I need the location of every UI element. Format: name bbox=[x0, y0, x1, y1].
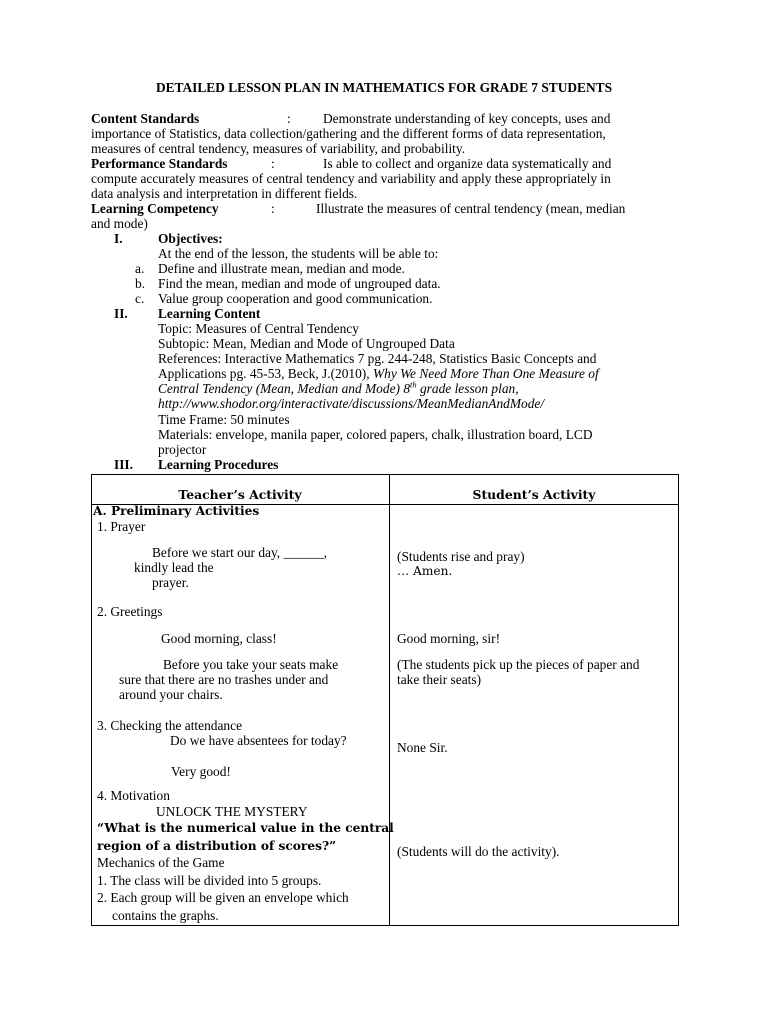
teacher-activity-header: Teacher’s Activity bbox=[178, 487, 302, 502]
prayer-teacher-line-2: kindly lead the bbox=[134, 560, 214, 575]
greetings-label: 2. Greetings bbox=[97, 604, 163, 619]
motivation-label: 4. Motivation bbox=[97, 788, 170, 803]
learning-content-topic: Topic: Measures of Central Tendency bbox=[158, 321, 359, 336]
content-standards-label: Content Standards bbox=[91, 111, 200, 126]
prayer-teacher-line-3: prayer. bbox=[152, 575, 189, 590]
time-frame: Time Frame: 50 minutes bbox=[158, 412, 290, 427]
objective-c-letter: c. bbox=[135, 291, 145, 306]
prayer-student-line-1: (Students rise and pray) bbox=[397, 549, 525, 564]
references-line-3-a: Central Tendency (Mean, Median and Mode) 8 bbox=[158, 381, 411, 396]
objective-a-text: Define and illustrate mean, median and mode. bbox=[158, 261, 405, 276]
document-title: DETAILED LESSON PLAN IN MATHEMATICS FOR GRADE 7 STUDENTS bbox=[155, 80, 613, 95]
objectives-numeral: I. bbox=[114, 231, 123, 246]
references-url: http://www.shodor.org/interactivate/discussions/MeanMedianAndMode/ bbox=[158, 396, 545, 411]
references-line-3 bbox=[158, 381, 519, 396]
references-line-1: References: Interactive Mathematics 7 pg. 244-248, Statistics Basic Concepts and bbox=[158, 351, 597, 366]
learning-competency-text-2: and mode) bbox=[91, 216, 148, 231]
content-standards-text-2: importance of Statistics, data collection/gathering and the different forms of data representation, bbox=[91, 126, 606, 141]
objective-a-letter: a. bbox=[135, 261, 145, 276]
objectives-intro: At the end of the lesson, the students will be able to: bbox=[158, 246, 439, 261]
references-line-3-sup: th bbox=[410, 379, 417, 390]
references-line-2 bbox=[158, 366, 599, 381]
content-standards-text-3: measures of central tendency, measures of variability, and probability. bbox=[91, 141, 466, 156]
performance-standards-label: Performance Standards bbox=[91, 156, 228, 171]
performance-standards-text-2: compute accurately measures of central tendency and variability and apply these appropriately in bbox=[91, 171, 611, 186]
motivation-question-line-2: region of a distribution of scores?” bbox=[97, 839, 337, 853]
greetings-student-line-2: (The students pick up the pieces of paper and bbox=[397, 657, 640, 672]
table-border-bottom bbox=[91, 925, 679, 926]
content-standards-colon: : bbox=[287, 111, 291, 126]
learning-content-subtopic: Subtopic: Mean, Median and Mode of Ungrouped Data bbox=[158, 336, 455, 351]
greetings-teacher-line-1: Good morning, class! bbox=[161, 631, 277, 646]
greetings-teacher-line-3: sure that there are no trashes under and bbox=[119, 672, 329, 687]
mechanics-step-1: 1. The class will be divided into 5 groups. bbox=[97, 873, 322, 888]
motivation-game-title: UNLOCK THE MYSTERY bbox=[156, 804, 308, 819]
objective-b-text: Find the mean, median and mode of ungrouped data. bbox=[158, 276, 441, 291]
materials-line-2: projector bbox=[158, 442, 207, 457]
attendance-teacher-line-2: Very good! bbox=[171, 764, 231, 779]
mechanics-heading: Mechanics of the Game bbox=[97, 855, 225, 870]
greetings-teacher-line-4: around your chairs. bbox=[119, 687, 223, 702]
table-border-right bbox=[678, 474, 679, 926]
learning-content-numeral: II. bbox=[114, 306, 128, 321]
references-line-2-plain: Applications pg. 45-53, Beck, J.(2010), bbox=[158, 366, 373, 381]
performance-standards-text-1: Is able to collect and organize data systematically and bbox=[323, 156, 612, 171]
objective-b-letter: b. bbox=[135, 276, 146, 291]
objective-c-text: Value group cooperation and good communication. bbox=[158, 291, 433, 306]
attendance-label: 3. Checking the attendance bbox=[97, 718, 243, 733]
mechanics-step-2-line-2: contains the graphs. bbox=[112, 908, 219, 923]
prayer-student-line-2: … Amen. bbox=[397, 564, 453, 578]
activities-table bbox=[91, 474, 679, 926]
performance-standards-text-3: data analysis and interpretation in different fields. bbox=[91, 186, 358, 201]
table-column-divider bbox=[389, 474, 390, 926]
references-line-3-b: grade lesson plan, bbox=[416, 381, 519, 396]
learning-competency-label: Learning Competency bbox=[91, 201, 219, 216]
learning-procedures-numeral: III. bbox=[114, 457, 133, 472]
learning-procedures-heading: Learning Procedures bbox=[158, 457, 279, 472]
objectives-heading: Objectives: bbox=[158, 231, 223, 246]
learning-content-heading: Learning Content bbox=[158, 306, 261, 321]
attendance-student-line-1: None Sir. bbox=[397, 740, 448, 755]
materials-line-1: Materials: envelope, manila paper, colored papers, chalk, illustration board, LCD bbox=[158, 427, 593, 442]
attendance-teacher-line-1: Do we have absentees for today? bbox=[170, 733, 347, 748]
greetings-student-line-3: take their seats) bbox=[397, 672, 482, 687]
motivation-question-line-1: “What is the numerical value in the central bbox=[97, 821, 394, 835]
content-standards-text-1: Demonstrate understanding of key concepts, uses and bbox=[323, 111, 611, 126]
performance-standards-colon: : bbox=[271, 156, 275, 171]
student-activity-header: Student’s Activity bbox=[472, 487, 596, 502]
learning-competency-colon: : bbox=[271, 201, 275, 216]
greetings-student-line-1: Good morning, sir! bbox=[397, 631, 501, 646]
prayer-teacher-line-1: Before we start our day, ______, bbox=[152, 545, 328, 560]
table-border-top bbox=[91, 474, 679, 475]
motivation-student-line-1: (Students will do the activity). bbox=[397, 844, 560, 859]
prayer-label: 1. Prayer bbox=[97, 519, 146, 534]
learning-competency-text-1: Illustrate the measures of central tendency (mean, median bbox=[316, 201, 626, 216]
references-line-2-italic: Why We Need More Than One Measure of bbox=[372, 366, 599, 381]
greetings-teacher-line-2: Before you take your seats make bbox=[163, 657, 339, 672]
table-border-left bbox=[91, 474, 92, 926]
preliminary-activities-heading: A. Preliminary Activities bbox=[93, 504, 260, 518]
mechanics-step-2-line-1: 2. Each group will be given an envelope which bbox=[97, 890, 349, 905]
